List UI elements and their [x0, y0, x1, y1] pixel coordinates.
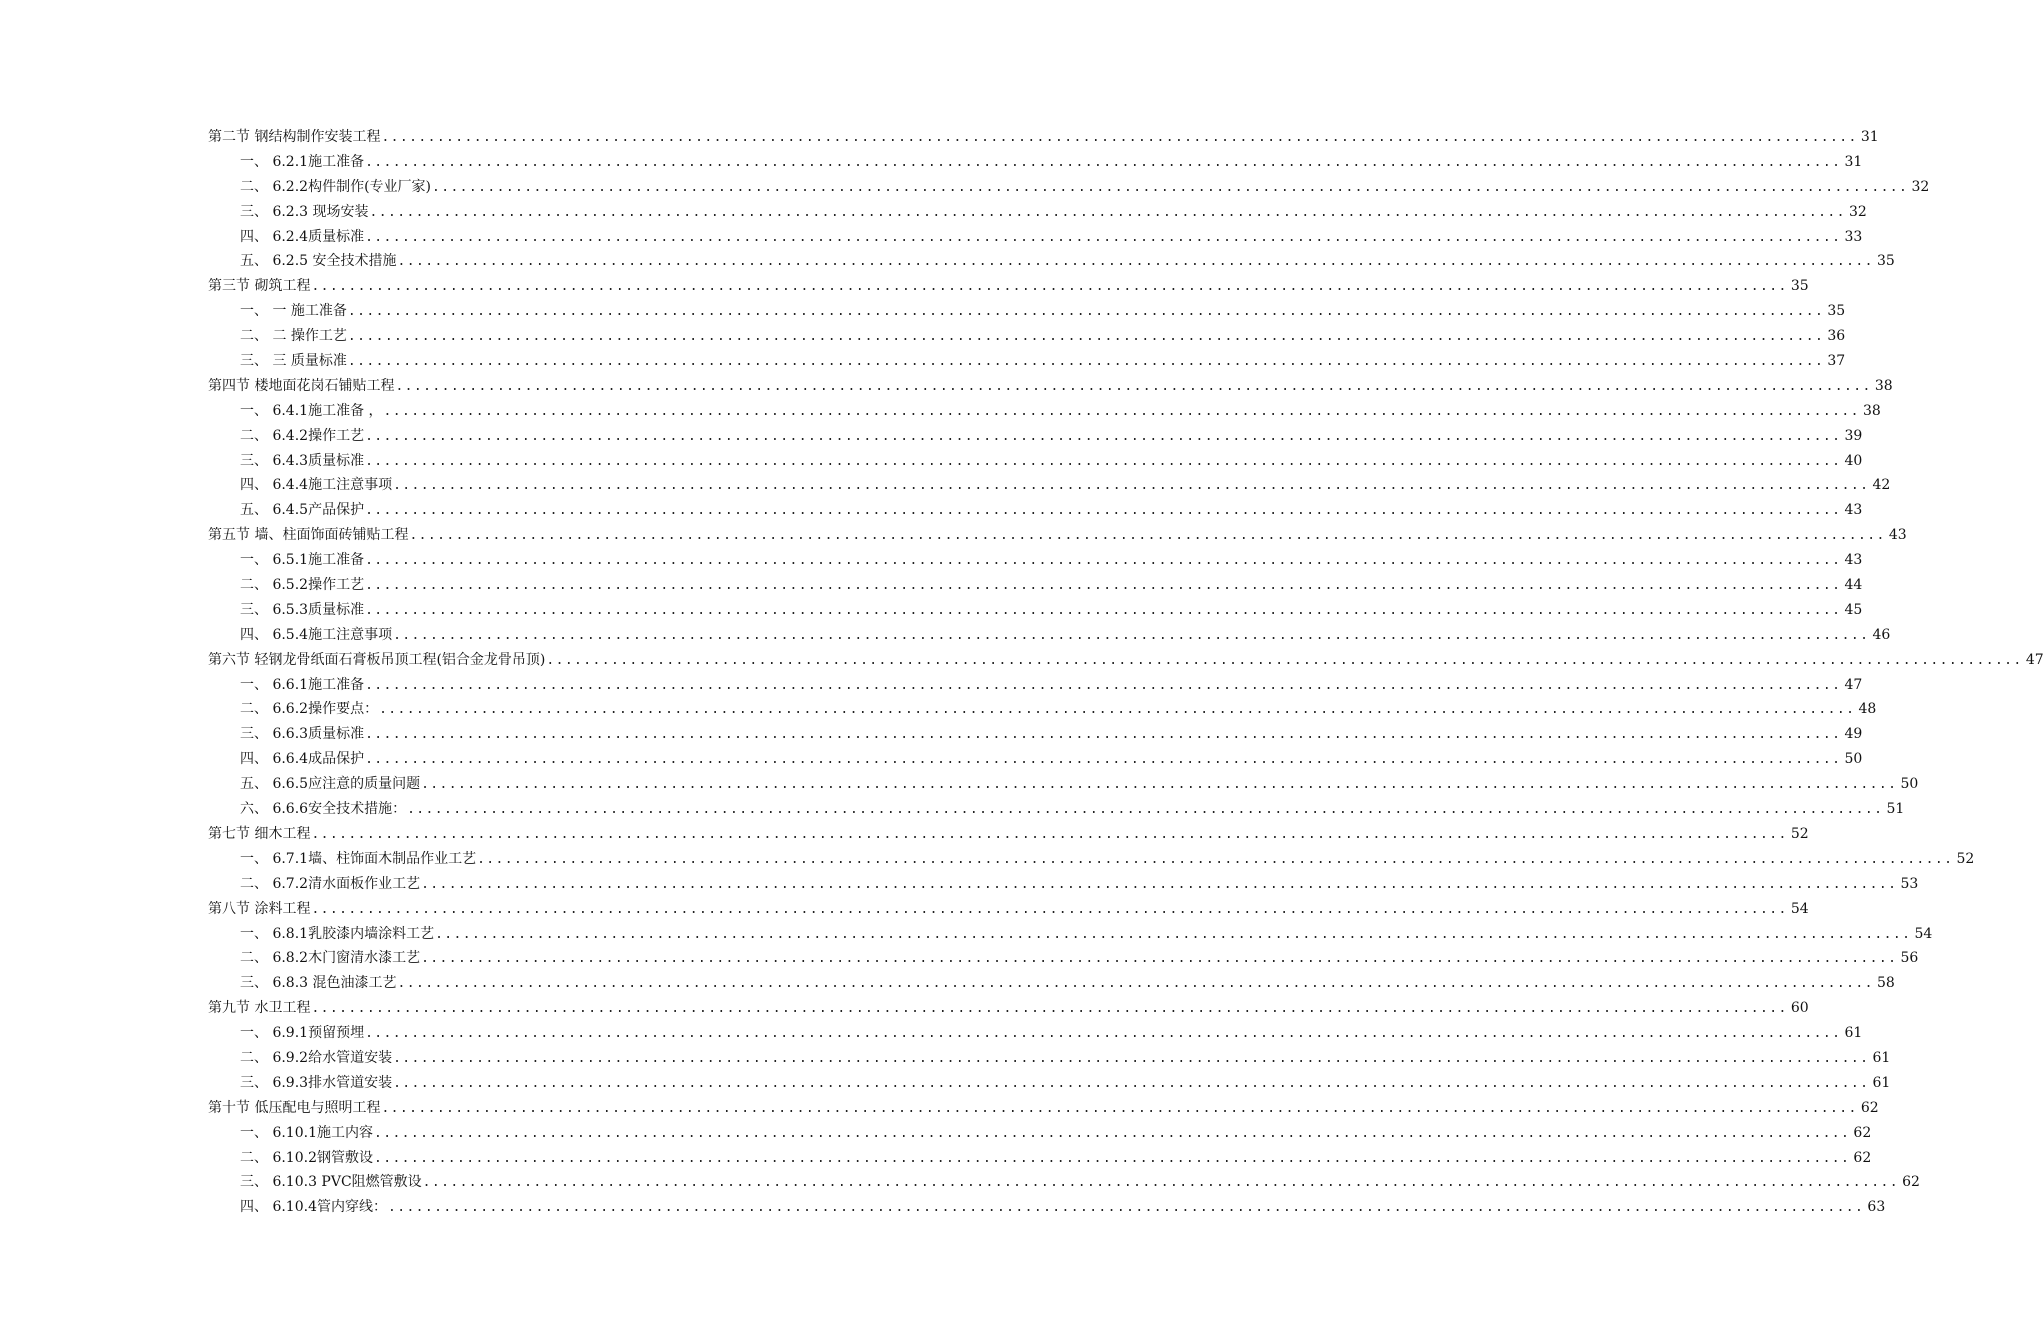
toc-entry-title: 三、 6.10.3 PVC阻燃管敷设: [240, 1174, 422, 1191]
toc-page-number: 35: [1876, 253, 1895, 270]
toc-subsection-entry[interactable]: [208, 299, 1846, 324]
toc-page-number: 31: [1860, 129, 1879, 145]
toc-page-number: 53: [1900, 875, 1919, 892]
toc-entry-title: 一、 一 施工准备: [240, 303, 347, 320]
toc-entry-title: 第二节 钢结构制作安装工程: [208, 129, 381, 145]
toc-dot-leader: ................................................................................................................................................................: [365, 229, 1842, 245]
toc-dot-leader: ................................................................................................................................................................: [365, 428, 1842, 444]
toc-page-number: 51: [1886, 801, 1905, 818]
toc-subsection-entry[interactable]: [208, 473, 1891, 498]
toc-subsection-entry[interactable]: [208, 847, 1975, 872]
toc-entry-title: 一、 6.5.1施工准备: [240, 552, 365, 569]
toc-page-number: 32: [1911, 178, 1930, 195]
toc-entry-title: 二、 6.4.2操作工艺: [240, 427, 365, 444]
toc-dot-leader: ................................................................................................................................................................: [422, 1175, 1899, 1191]
toc-subsection-entry[interactable]: [208, 225, 1863, 250]
toc-page-number: 56: [1900, 950, 1919, 967]
toc-entry-title: 二、 6.5.2操作工艺: [240, 577, 365, 594]
toc-page-number: 63: [1867, 1199, 1886, 1216]
toc-page-number: 38: [1874, 377, 1893, 394]
toc-dot-leader: ................................................................................................................................................................: [421, 777, 1898, 793]
toc-dot-leader: ................................................................................................................................................................: [421, 951, 1898, 967]
toc-page-number: 40: [1844, 452, 1863, 469]
toc-subsection-entry[interactable]: [208, 200, 1867, 225]
toc-entry-title: 第五节 墙、柱面饰面砖铺贴工程: [208, 527, 409, 544]
toc-dot-leader: ................................................................................................................................................................: [477, 851, 1954, 867]
toc-subsection-entry[interactable]: [208, 1146, 1872, 1171]
toc-page-number: 61: [1872, 1049, 1891, 1066]
toc-subsection-entry[interactable]: [208, 922, 1933, 947]
toc-page-number: 45: [1844, 601, 1863, 618]
toc-entry-title: 一、 6.6.1施工准备: [240, 676, 365, 693]
toc-entry-title: 五、 6.6.5应注意的质量问题: [240, 776, 421, 793]
toc-page-number: 47: [1844, 676, 1863, 693]
toc-entry-title: 三、 三 质量标准: [240, 353, 347, 370]
toc-page-number: 37: [1827, 353, 1846, 370]
toc-subsection-entry[interactable]: [208, 797, 1905, 822]
toc-entry-title: 一、 6.8.1乳胶漆内墙涂料工艺: [240, 925, 435, 942]
toc-dot-leader: ................................................................................................................................................................: [365, 602, 1842, 618]
toc-entry-title: 三、 6.9.3排水管道安装: [240, 1074, 393, 1091]
toc-dot-leader: ................................................................................................................................................................: [381, 1100, 1858, 1116]
toc-section-entry[interactable]: [208, 1096, 1879, 1121]
toc-dot-leader: ................................................................................................................................................................: [311, 901, 1788, 917]
toc-dot-leader: ................................................................................................................................................................: [365, 727, 1842, 743]
toc-entry-title: 一、 6.2.1施工准备: [240, 153, 365, 170]
toc-dot-leader: ................................................................................................................................................................: [365, 677, 1842, 693]
toc-section-entry[interactable]: [208, 523, 1907, 548]
toc-entry-title: 一、 6.9.1预留预埋: [240, 1025, 365, 1042]
toc-subsection-entry[interactable]: [208, 971, 1895, 996]
toc-page-number: 49: [1844, 726, 1863, 743]
toc-subsection-entry[interactable]: [208, 598, 1863, 623]
toc-entry-title: 第三节 砌筑工程: [208, 278, 311, 295]
toc-dot-leader: ................................................................................................................................................................: [393, 1075, 1870, 1091]
toc-dot-leader: ................................................................................................................................................................: [365, 453, 1842, 469]
toc-entry-title: 一、 6.10.1施工内容: [240, 1124, 373, 1141]
toc-dot-leader: ................................................................................................................................................................: [373, 1125, 1851, 1141]
toc-section-entry[interactable]: [208, 897, 1809, 922]
toc-section-entry[interactable]: [208, 125, 1879, 150]
toc-entry-title: 五、 6.4.5产品保护: [240, 502, 365, 519]
toc-dot-leader: ................................................................................................................................................................: [347, 304, 1825, 320]
toc-entry-title: 第四节 楼地面花岗石铺贴工程: [208, 377, 395, 394]
toc-section-entry[interactable]: [208, 996, 1809, 1021]
toc-subsection-entry[interactable]: [208, 324, 1846, 349]
toc-entry-title: 四、 6.2.4质量标准: [240, 228, 365, 245]
toc-entry-title: 五、 6.2.5 安全技术措施: [240, 253, 397, 270]
toc-section-entry[interactable]: [208, 648, 2044, 673]
toc-dot-leader: ................................................................................................................................................................: [311, 826, 1788, 842]
toc-dot-leader: ................................................................................................................................................................: [387, 1200, 1865, 1216]
toc-page-number: 50: [1900, 776, 1919, 793]
toc-entry-title: 第九节 水卫工程: [208, 1000, 311, 1017]
toc-page-number: 35: [1790, 278, 1809, 295]
toc-page-number: 62: [1853, 1124, 1872, 1141]
toc-dot-leader: ................................................................................................................................................................: [365, 752, 1842, 768]
toc-entry-title: 二、 6.2.2构件制作(专业厂家): [240, 178, 431, 195]
toc-page-number: 52: [1956, 850, 1975, 867]
toc-entry-title: 一、 6.4.1施工准备 ，: [240, 402, 383, 419]
toc-subsection-entry[interactable]: [208, 623, 1891, 648]
toc-dot-leader: ................................................................................................................................................................: [397, 976, 1874, 992]
toc-page-number: 54: [1914, 925, 1933, 942]
toc-dot-leader: ................................................................................................................................................................: [395, 378, 1872, 394]
toc-subsection-entry[interactable]: [208, 249, 1895, 274]
toc-entry-title: 四、 6.6.4成品保护: [240, 751, 365, 768]
toc-subsection-entry[interactable]: [208, 150, 1863, 175]
toc-dot-leader: ................................................................................................................................................................: [369, 204, 1846, 220]
toc-subsection-entry[interactable]: [208, 424, 1863, 449]
toc-entry-title: 三、 6.8.3 混色油漆工艺: [240, 975, 397, 992]
toc-page-number: 33: [1844, 228, 1863, 245]
toc-page-number: 38: [1862, 402, 1881, 419]
toc-entry-title: 三、 6.6.3质量标准: [240, 726, 365, 743]
toc-dot-leader: ................................................................................................................................................................: [435, 926, 1912, 942]
toc-section-entry[interactable]: [208, 822, 1809, 847]
toc-page-number: 62: [1860, 1099, 1879, 1116]
toc-subsection-entry[interactable]: [208, 349, 1846, 374]
toc-entry-title: 第七节 细木工程: [208, 825, 311, 842]
toc-dot-leader: ................................................................................................................................................................: [379, 702, 1856, 718]
toc-page-number: 50: [1844, 751, 1863, 768]
toc-page-number: 48: [1858, 701, 1877, 718]
toc-entry-title: 第八节 涂料工程: [208, 900, 311, 917]
toc-entry-title: 二、 6.8.2木门窗清水漆工艺: [240, 950, 421, 967]
toc-page-number: 43: [1844, 502, 1863, 519]
toc-subsection-entry[interactable]: [208, 573, 1863, 598]
toc-page-number: 54: [1790, 900, 1809, 917]
toc-subsection-entry[interactable]: [208, 1071, 1891, 1096]
toc-entry-title: 二、 6.9.2给水管道安装: [240, 1049, 393, 1066]
toc-subsection-entry[interactable]: [208, 175, 1930, 200]
toc-entry-title: 四、 6.10.4管内穿线：: [240, 1199, 387, 1216]
toc-entry-title: 二、 二 操作工艺: [240, 328, 347, 345]
toc-page-number: 42: [1872, 477, 1891, 494]
toc-dot-leader: ................................................................................................................................................................: [393, 627, 1870, 643]
toc-dot-leader: ................................................................................................................................................................: [365, 1026, 1842, 1042]
toc-page-number: 47: [2025, 651, 2044, 668]
toc-page-number: 44: [1844, 577, 1863, 594]
toc-subsection-entry[interactable]: [208, 1046, 1891, 1071]
toc-subsection-entry[interactable]: [208, 1121, 1872, 1146]
toc-subsection-entry[interactable]: [208, 1021, 1863, 1046]
toc-subsection-entry[interactable]: [208, 498, 1863, 523]
toc-subsection-entry[interactable]: [208, 548, 1863, 573]
toc-page-number: 60: [1790, 1000, 1809, 1017]
toc-dot-leader: ................................................................................................................................................................: [365, 503, 1842, 519]
toc-entry-title: 三、 6.5.3质量标准: [240, 601, 365, 618]
toc-entry-title: 第十节 低压配电与照明工程: [208, 1099, 381, 1116]
toc-dot-leader: ................................................................................................................................................................: [373, 1150, 1851, 1166]
toc-subsection-entry[interactable]: [208, 872, 1919, 897]
toc-dot-leader: ................................................................................................................................................................: [383, 403, 1860, 419]
toc-entry-title: 四、 6.5.4施工注意事项: [240, 626, 393, 643]
toc-dot-leader: ................................................................................................................................................................: [365, 154, 1842, 170]
toc-page-number: 43: [1844, 552, 1863, 569]
toc-page-number: 61: [1872, 1074, 1891, 1091]
toc-dot-leader: ................................................................................................................................................................: [381, 130, 1858, 145]
toc-entry-title: 二、 6.10.2钢管敷设: [240, 1149, 373, 1166]
toc-entry-title: 六、 6.6.6安全技术措施：: [240, 801, 407, 818]
toc-page-number: 35: [1827, 303, 1846, 320]
toc-entry-title: 第六节 轻钢龙骨纸面石膏板吊顶工程(铝合金龙骨吊顶): [208, 651, 546, 668]
toc-page-number: 62: [1853, 1149, 1872, 1166]
toc-entry-title: 四、 6.4.4施工注意事项: [240, 477, 393, 494]
toc-dot-leader: ................................................................................................................................................................: [365, 553, 1842, 569]
toc-subsection-entry[interactable]: [208, 1170, 1920, 1195]
toc-dot-leader: ................................................................................................................................................................: [347, 329, 1825, 345]
toc-subsection-entry[interactable]: [208, 747, 1863, 772]
toc-entry-title: 三、 6.2.3 现场安装: [240, 203, 369, 220]
toc-section-entry[interactable]: [208, 374, 1893, 399]
toc-dot-leader: ................................................................................................................................................................: [393, 478, 1870, 494]
toc-dot-leader: ................................................................................................................................................................: [393, 1050, 1870, 1066]
toc-page-number: 62: [1902, 1174, 1920, 1191]
toc-subsection-entry[interactable]: [208, 772, 1919, 797]
toc-page-number: 58: [1876, 975, 1895, 992]
toc-subsection-entry[interactable]: [208, 697, 1877, 722]
toc-section-entry[interactable]: [208, 274, 1809, 299]
toc-dot-leader: ................................................................................................................................................................: [421, 876, 1898, 892]
toc-entry-title: 二、 6.6.2操作要点：: [240, 701, 379, 718]
toc-entry-title: 三、 6.4.3质量标准: [240, 452, 365, 469]
toc-dot-leader: ................................................................................................................................................................: [311, 279, 1788, 295]
toc-dot-leader: ................................................................................................................................................................: [546, 652, 2023, 668]
toc-subsection-entry[interactable]: [208, 673, 1863, 698]
toc-dot-leader: ................................................................................................................................................................: [311, 1001, 1788, 1017]
toc-subsection-entry[interactable]: [208, 399, 1881, 424]
toc-page-number: 31: [1844, 153, 1863, 170]
toc-dot-leader: ................................................................................................................................................................: [409, 528, 1886, 544]
toc-page-number: 32: [1848, 203, 1867, 220]
toc-page-number: 52: [1790, 825, 1809, 842]
toc-dot-leader: ................................................................................................................................................................: [397, 254, 1874, 270]
toc-page-number: 43: [1888, 527, 1907, 544]
toc-subsection-entry[interactable]: [208, 449, 1863, 474]
toc-page-number: 46: [1872, 626, 1891, 643]
toc-page-number: 36: [1827, 328, 1846, 345]
toc-dot-leader: ................................................................................................................................................................: [407, 802, 1884, 818]
toc-entry-title: 二、 6.7.2清水面板作业工艺: [240, 875, 421, 892]
toc-subsection-entry[interactable]: [208, 722, 1863, 747]
toc-page-number: 39: [1844, 427, 1863, 444]
toc-page-number: 61: [1844, 1025, 1863, 1042]
toc-subsection-entry[interactable]: [208, 1195, 1886, 1220]
toc-dot-leader: ................................................................................................................................................................: [347, 354, 1825, 370]
toc-dot-leader: ................................................................................................................................................................: [365, 578, 1842, 594]
toc-entry-title: 一、 6.7.1墙、柱饰面木制品作业工艺: [240, 850, 477, 867]
table-of-contents: [208, 125, 2044, 1220]
toc-dot-leader: ................................................................................................................................................................: [432, 179, 1909, 195]
toc-subsection-entry[interactable]: [208, 946, 1919, 971]
